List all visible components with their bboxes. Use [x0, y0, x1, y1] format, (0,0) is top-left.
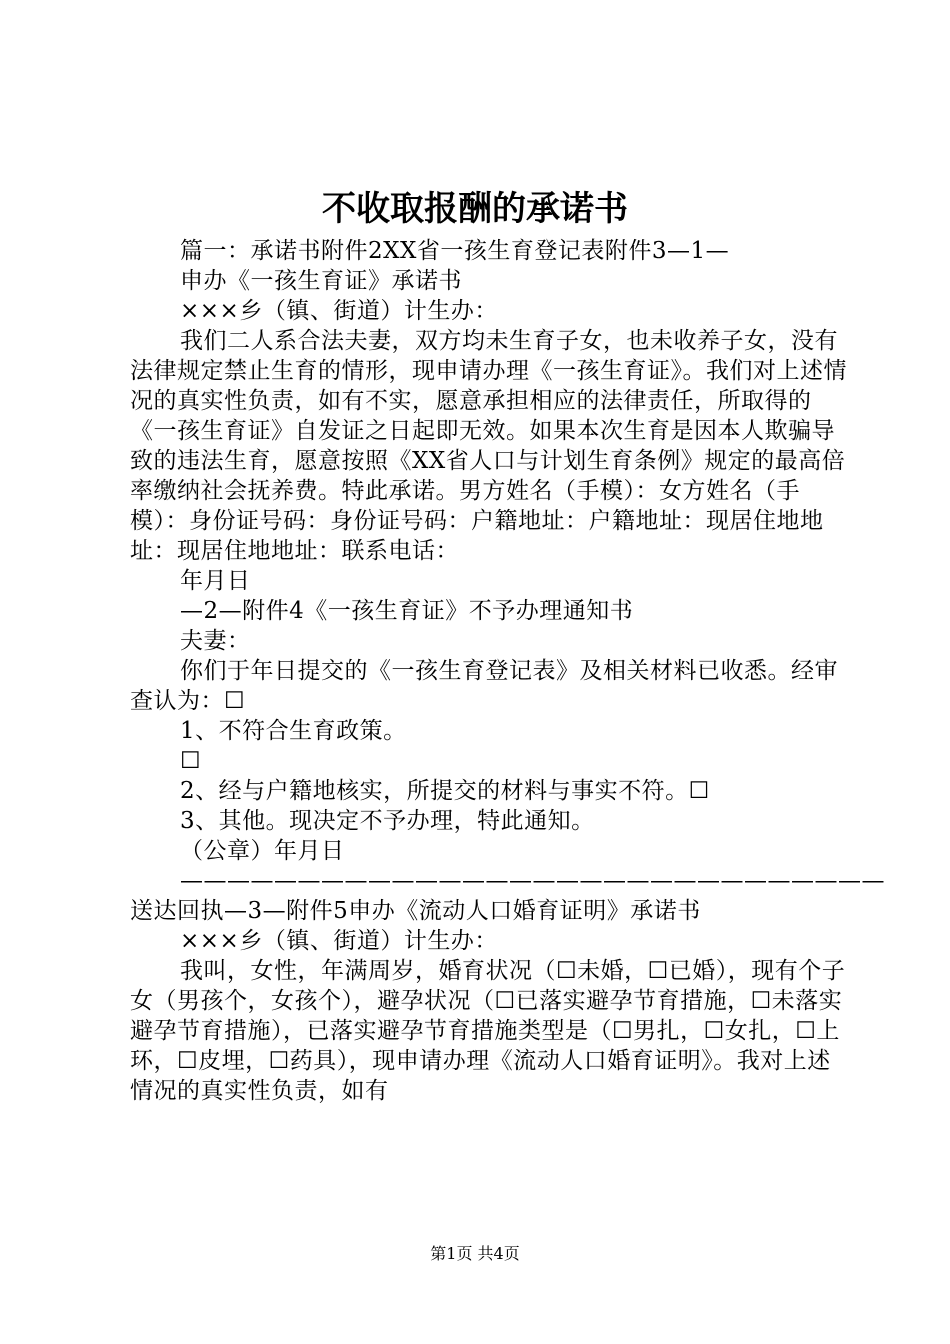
paragraph: ——————————————————————————————送达回执—3—附件5申办《流动人口婚育证明》承诺书	[130, 868, 885, 924]
document-body	[130, 236, 885, 1106]
paragraph: 我们二人系合法夫妻，双方均未生育子女，也未收养子女，没有法律规定禁止生育的情形，现申请办理《一孩生育证》。我们对上述情况的真实性负责，如有不实，愿意承担相应的法律责任，所取得的《一孩生育证》自发证之日起即无效。如果本次生育是因本人欺骗导致的违法生育，愿意按照《XX省人口与计划生育条例》规定的最高倍率缴纳社会抚养费。特此承诺。男方姓名（手模）：女方姓名（手模）：身份证号码：身份证号码：户籍地址：户籍地址：现居住地地址：现居住地地址：联系电话：	[130, 328, 847, 564]
paragraph: 申办《一孩生育证》承诺书	[180, 268, 462, 294]
paragraph: 3、其他。现决定不予办理，特此通知。	[180, 808, 595, 834]
paragraph: 1、不符合生育政策。	[180, 718, 407, 744]
page-footer: 第1页 共4页	[430, 1244, 520, 1263]
paragraph: 你们于年日提交的《一孩生育登记表》及相关材料已收悉。经审查认为：☐	[130, 658, 838, 714]
paragraph: 篇一：承诺书附件2XX省一孩生育登记表附件3—1—	[180, 238, 730, 264]
paragraph: —2—附件4《一孩生育证》不予办理通知书	[180, 598, 634, 624]
paragraph: ×××乡（镇、街道）计生办：	[180, 298, 498, 324]
paragraph: （公章）年月日	[180, 838, 345, 864]
paragraph: 2、经与户籍地核实，所提交的材料与事实不符。☐	[180, 778, 710, 804]
paragraph: ☐	[180, 748, 202, 774]
paragraph: 夫妻：	[180, 628, 251, 654]
paragraph: ×××乡（镇、街道）计生办：	[180, 928, 498, 954]
paragraph: 年月日	[180, 568, 251, 594]
document-title: 不收取报酬的承诺书	[322, 189, 628, 229]
paragraph: 我叫，女性，年满周岁，婚育状况（☐未婚，☐已婚），现有个子女（男孩个，女孩个），避孕状况（☐已落实避孕节育措施，☐未落实避孕节育措施），已落实避孕节育措施类型是（☐男扎，☐女扎，☐上环，☐皮埋，☐药具），现申请办理《流动人口婚育证明》。我对上述情况的真实性负责，如有	[130, 958, 846, 1104]
